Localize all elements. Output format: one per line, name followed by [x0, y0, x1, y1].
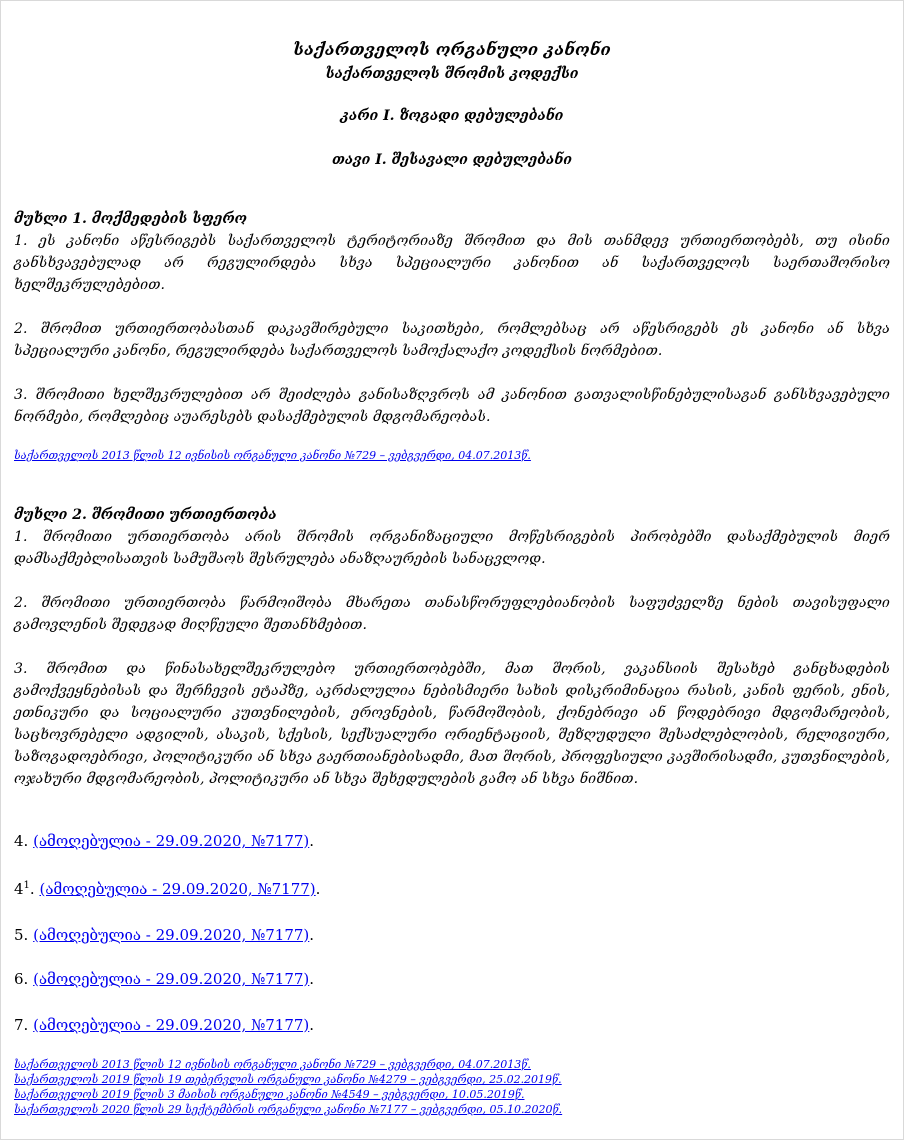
article-2	[14, 504, 890, 790]
law-subtitle: საქართველოს შრომის კოდექსი	[325, 66, 579, 82]
repealed-item-link[interactable]: (ამოღებულია - 29.09.2020, №7177)	[39, 880, 316, 898]
repealed-item-link[interactable]: (ამოღებულია - 29.09.2020, №7177)	[33, 1016, 310, 1034]
repealed-item-number: 4.	[14, 832, 34, 850]
article-1	[14, 208, 890, 463]
article-2-paragraph-3: 3. შრომით და წინასახელშეკრულებო ურთიერთობებში, მათ შორის, ვაკანსიის შესახებ განცხადების გამოქვეყნებისას და შერჩევის ეტაპზე, აკრძალულია ნებისმიერი სახის დისკრიმინაცია რასის, კანის ფერის, ენის, ეთნიკური და სოციალური კუთვნილების, ეროვნების, წარმოშობის, ქონებრივი ან წოდებრივი მდგომარეობის, საცხოვრებელი ადგილის, ასაკის, სქესის, სექსუალური ორიენტაციის, შეზღუდული შესაძლებლობის, რელიგიური, საზოგადოებრივი, პოლიტიკური ან სხვა გაერთიანებისადმი, მათ შორის, პროფესიული კავშირისადმი, კუთვნილების, ოჯახური მდგომარეობის, პოლიტიკური ან სხვა შეხედულების გამო ან სხვა ნიშნით.	[14, 661, 890, 787]
part-heading: კარი I. ზოგადი დებულებანი	[340, 108, 564, 124]
amendment-list	[14, 1057, 562, 1117]
article-1-amendment-link[interactable]: საქართველოს 2013 წლის 12 ივნისის ორგანული კანონი №729 – ვებგვერდი, 04.07.2013წ.	[14, 449, 531, 462]
repealed-item: 7. (ამოღებულია - 29.09.2020, №7177).	[14, 1016, 315, 1034]
repealed-item-superscript: 1	[23, 880, 30, 891]
repealed-item: 6. (ამოღებულია - 29.09.2020, №7177).	[14, 970, 315, 988]
article-2-heading: მუხლი 2. შრომითი ურთიერთობა	[14, 507, 277, 523]
amendment-link[interactable]: საქართველოს 2019 წლის 19 თებერვლის ორგანული კანონი №4279 – ვებგვერდი, 25.02.2019წ.	[14, 1073, 562, 1086]
chapter-heading: თავი I. შესავალი დებულებანი	[332, 152, 572, 168]
repealed-item-link[interactable]: (ამოღებულია - 29.09.2020, №7177)	[33, 970, 310, 988]
repealed-item: 4. (ამოღებულია - 29.09.2020, №7177).	[14, 832, 315, 850]
amendment-link[interactable]: საქართველოს 2013 წლის 12 ივნისის ორგანული კანონი №729 – ვებგვერდი, 04.07.2013წ.	[14, 1058, 531, 1071]
repealed-item: $4^1$. (ამოღებულია - 29.09.2020, №7177).	[14, 880, 321, 898]
article-1-heading: მუხლი 1. მოქმედების სფერო	[14, 211, 247, 227]
article-1-paragraph-2: 2. შრომით ურთიერთობასთან დაკავშირებული საკითხები, რომლებსაც არ აწესრიგებს ეს კანონი ან სხვა სპეციალური კანონი, რეგულირდება საქართველოს სამოქალაქო კოდექსის ნორმებით.	[14, 321, 890, 359]
repealed-item-number: 7.	[14, 1016, 34, 1034]
article-2-paragraph-1: 1. შრომითი ურთიერთობა არის შრომის ორგანიზაციული მოწესრიგების პირობებში დასაქმებულის მიერ დამსაქმებლისათვის სამუშაოს შესრულება ანაზღაურების სანაცვლოდ.	[14, 529, 890, 567]
repealed-item-number: 5.	[14, 926, 34, 944]
repealed-item-number: 6.	[14, 970, 34, 988]
repealed-item: 5. (ამოღებულია - 29.09.2020, №7177).	[14, 926, 315, 944]
amendment-link[interactable]: საქართველოს 2020 წლის 29 სექტემბრის ორგანული კანონი №7177 – ვებგვერდი, 05.10.2020წ.	[14, 1103, 563, 1116]
repealed-item-number: 4	[14, 880, 24, 898]
article-2-paragraph-2: 2. შრომითი ურთიერთობა წარმოიშობა მხარეთა თანასწორუფლებიანობის საფუძველზე ნების თავისუფალი გამოვლენის შედეგად მიღწეული შეთანხმებით.	[14, 595, 890, 633]
article-1-paragraph-3: 3. შრომითი ხელშეკრულებით არ შეიძლება განისაზღვროს ამ კანონით გათვალისწინებულისაგან განსხვავებული ნორმები, რომლებიც აუარესებს დასაქმებულის მდგომარეობას.	[14, 387, 890, 425]
amendment-link[interactable]: საქართველოს 2019 წლის 3 მაისის ორგანული კანონი №4549 – ვებგვერდი, 10.05.2019წ.	[14, 1088, 525, 1101]
repealed-item-link[interactable]: (ამოღებულია - 29.09.2020, №7177)	[33, 926, 310, 944]
article-1-paragraph-1: 1. ეს კანონი აწესრიგებს საქართველოს ტერიტორიაზე შრომით და მის თანმდევ ურთიერთობებს, თუ ისინი განსხვავებულად არ რეგულირდება სხვა სპეციალური კანონით ან საქართველოს საერთაშორისო ხელშეკრულებებით.	[14, 233, 890, 293]
repealed-item-link[interactable]: (ამოღებულია - 29.09.2020, №7177)	[33, 832, 310, 850]
law-title: საქართველოს ორგანული კანონი	[293, 40, 611, 59]
